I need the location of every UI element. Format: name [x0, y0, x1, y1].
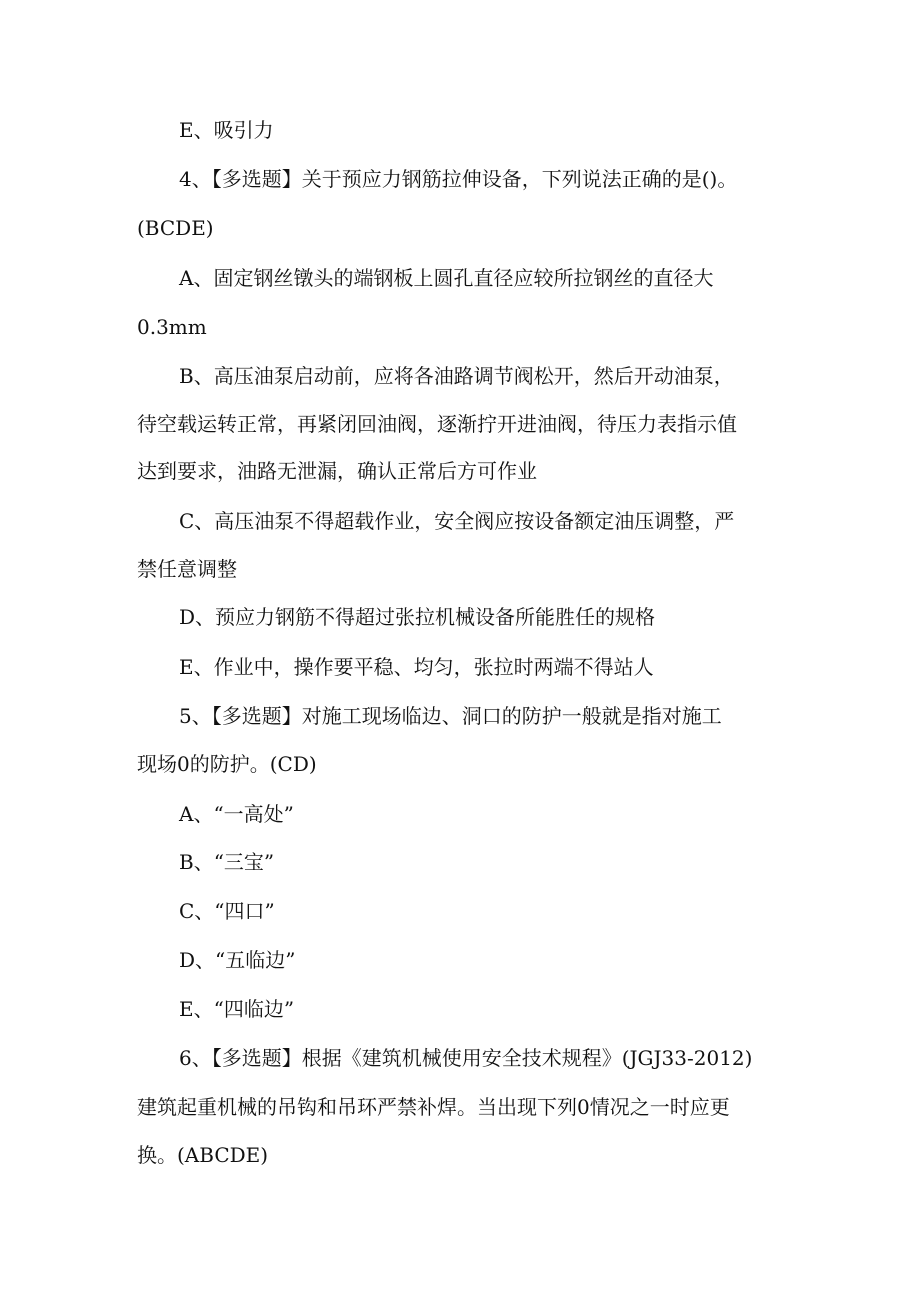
option-d-q5: D、“五临边”	[179, 948, 296, 972]
option-d-q4: D、预应力钢筋不得超过张拉机械设备所能胜任的规格	[179, 605, 656, 629]
question-4: 4、【多选题】关于预应力钢筋拉伸设备，下列说法正确的是()。	[179, 167, 738, 191]
option-a-q5: A、“一高处”	[179, 802, 294, 826]
answer-q4: (BCDE)	[137, 216, 214, 240]
option-b-q4-cont-1: 待空载运转正常，再紧闭回油阀，逐渐拧开进油阀，待压力表指示值	[137, 412, 737, 436]
option-c-q4: C、高压油泵不得超载作业，安全阀应按设备额定油压调整，严	[179, 509, 735, 533]
option-c-q4-cont: 禁任意调整	[137, 557, 237, 581]
question-6-cont-1: 建筑起重机械的吊钩和吊环严禁补焊。当出现下列0情况之一时应更	[137, 1095, 730, 1119]
option-e-q3: E、吸引力	[179, 118, 274, 142]
option-b-q5: B、“三宝”	[179, 850, 275, 874]
question-6: 6、【多选题】根据《建筑机械使用安全技术规程》(JGJ33-2012)	[179, 1046, 753, 1070]
option-e-q5: E、“四临边”	[179, 997, 295, 1021]
option-e-q4: E、作业中，操作要平稳、均匀，张拉时两端不得站人	[179, 655, 654, 679]
option-b-q4: B、高压油泵启动前，应将各油路调节阀松开，然后开动油泵，	[179, 364, 734, 388]
question-6-cont-2: 换。(ABCDE)	[137, 1143, 269, 1167]
option-a-q4: A、固定钢丝镦头的端钢板上圆孔直径应较所拉钢丝的直径大	[179, 266, 714, 290]
question-5: 5、【多选题】对施工现场临边、洞口的防护一般就是指对施工	[179, 704, 722, 728]
option-b-q4-cont-2: 达到要求，油路无泄漏，确认正常后方可作业	[137, 459, 537, 483]
option-a-q4-cont: 0.3mm	[137, 315, 207, 339]
question-5-cont: 现场0的防护。(CD)	[137, 752, 317, 776]
option-c-q5: C、“四口”	[179, 899, 275, 923]
